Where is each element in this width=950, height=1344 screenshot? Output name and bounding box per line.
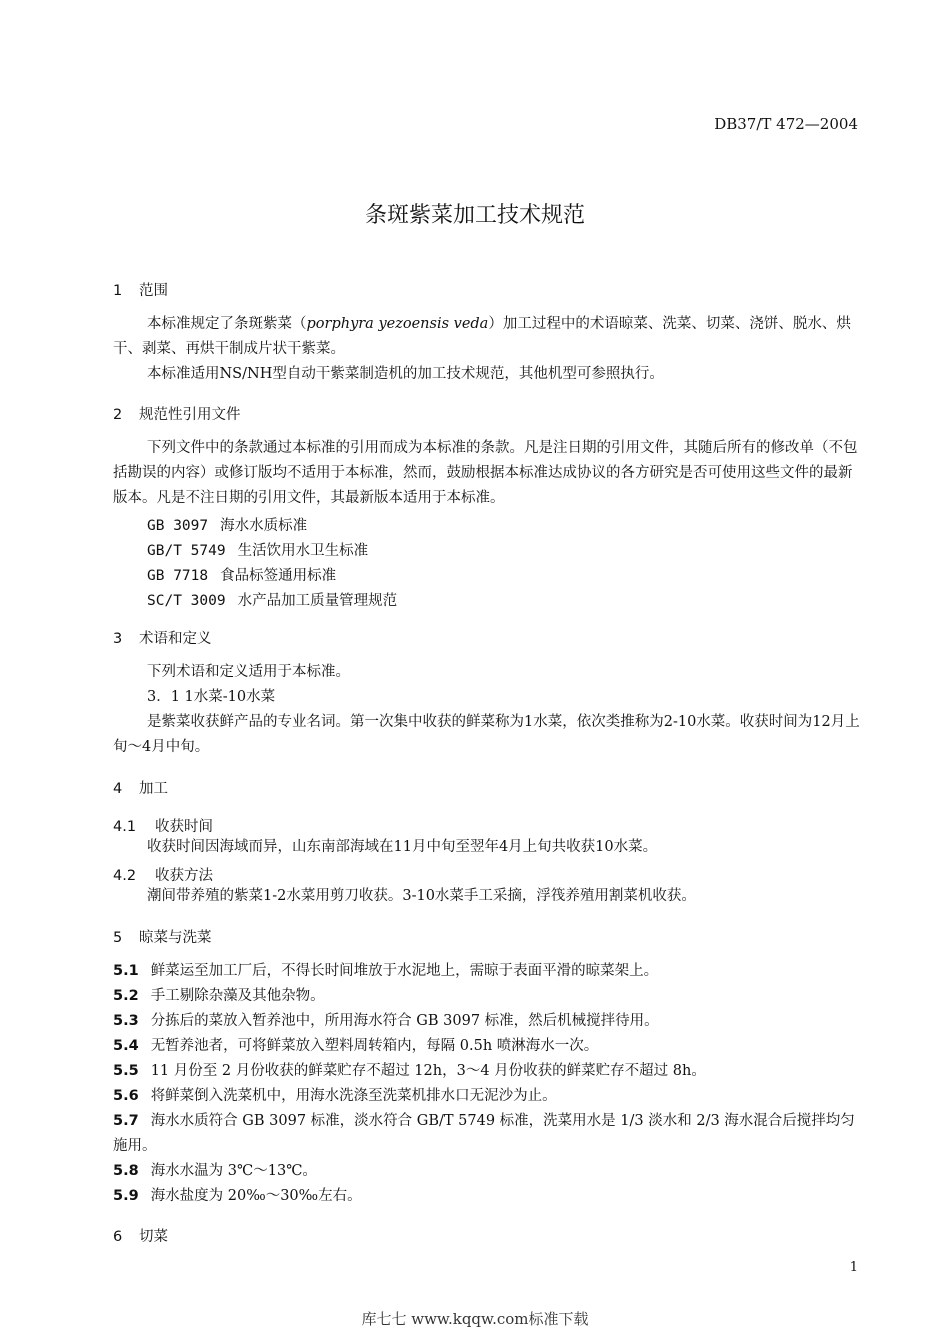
section-number: 4.1	[113, 819, 137, 835]
item-text: 手工剔除杂藻及其他杂物。	[150, 988, 325, 1004]
item-text: 海水水温为 3℃～13℃。	[150, 1163, 317, 1179]
section-3-paragraph-1: 下列术语和定义适用于本标准。	[147, 664, 350, 680]
reference-code: GB/T 5749	[147, 543, 226, 559]
list-item	[113, 1034, 861, 1059]
reference-item	[147, 589, 397, 610]
item-number: 5.7	[113, 1113, 139, 1129]
reference-code: GB 7718	[147, 568, 209, 584]
list-item	[113, 1109, 861, 1159]
footer-watermark: 库七七 www.kqqw.com标准下载	[361, 1310, 589, 1328]
section-2-heading	[113, 403, 241, 424]
reference-item	[147, 539, 368, 560]
reference-code: GB 3097	[147, 518, 209, 534]
section-title: 切菜	[139, 1229, 168, 1245]
list-item	[113, 1059, 861, 1084]
reference-title: 生活饮用水卫生标准	[237, 543, 369, 559]
section-title: 加工	[139, 781, 168, 797]
list-item	[113, 1184, 861, 1209]
item-number: 5.3	[113, 1013, 139, 1029]
item-number: 5.9	[113, 1188, 139, 1204]
section-2-paragraph-1: 下列文件中的条款通过本标准的引用而成为本标准的条款。凡是注日期的引用文件，其随后所有的修改单（不包括勘误的内容）或修订版均不适用于本标准，然而，鼓励根据本标准达成协议的各方研究是否可使用这些文件的最新版本。凡是不注日期的引用文件，其最新版本适用于本标准。	[113, 440, 858, 506]
item-number: 5.4	[113, 1038, 139, 1054]
text-run: ）加工过程中的术语晾菜、洗菜、切菜、浇饼、脱水、烘干、剥菜、再烘干制成片状干紫菜。	[113, 316, 851, 357]
list-item	[113, 1159, 861, 1184]
item-number: 5.5	[113, 1063, 139, 1079]
section-number: 2	[113, 407, 123, 423]
text-run: 本标准规定了条斑紫菜（	[147, 316, 307, 332]
section-6-heading	[113, 1225, 168, 1246]
page-number: 1	[849, 1260, 858, 1275]
section-3-subheading: 3．1 1水菜-10水菜	[147, 689, 276, 705]
section-3-paragraph-2: 是紫菜收获鲜产品的专业名词。第一次集中收获的鲜菜称为1水菜，依次类推称为2-10水菜。收获时间为12月上旬～4月中旬。	[113, 714, 860, 755]
list-item	[113, 1009, 861, 1034]
reference-title: 水产品加工质量管理规范	[237, 593, 398, 609]
section-4-1-text: 收获时间因海域而异，山东南部海域在11月中旬至翌年4月上旬共收获10水菜。	[147, 839, 658, 855]
list-item	[113, 959, 861, 984]
item-number: 5.1	[113, 963, 139, 979]
item-number: 5.6	[113, 1088, 139, 1104]
reference-item	[147, 564, 336, 585]
reference-code: SC/T 3009	[147, 593, 226, 609]
section-4-2-text: 潮间带养殖的紫菜1-2水菜用剪刀收获。3-10水菜手工采摘，浮筏养殖用割菜机收获。	[147, 888, 696, 904]
item-text: 海水盐度为 20‰～30‰左右。	[150, 1188, 362, 1204]
section-title: 规范性引用文件	[139, 407, 241, 423]
item-text: 鲜菜运至加工厂后，不得长时间堆放于水泥地上，需晾于表面平滑的晾菜架上。	[150, 963, 659, 979]
section-4-1-heading	[113, 815, 213, 836]
section-title: 术语和定义	[139, 631, 212, 647]
section-1-paragraph-1	[113, 312, 861, 362]
section-title: 收获方法	[155, 868, 213, 884]
reference-item	[147, 514, 307, 535]
section-4-heading	[113, 777, 168, 798]
item-text: 将鲜菜倒入洗菜机中，用海水洗涤至洗菜机排水口无泥沙为止。	[150, 1088, 557, 1104]
document-code: DB37/T 472—2004	[714, 115, 858, 133]
section-1-heading	[113, 279, 168, 300]
reference-title: 食品标签通用标准	[220, 568, 337, 584]
section-number: 4	[113, 781, 123, 797]
section-number: 3	[113, 631, 123, 647]
section-number: 5	[113, 930, 123, 946]
section-4-2-heading	[113, 864, 213, 885]
latin-name: porphyra yezoensis veda	[306, 316, 489, 332]
section-title: 范围	[139, 283, 168, 299]
section-3-heading	[113, 627, 212, 648]
section-number: 4.2	[113, 868, 137, 884]
list-item	[113, 1084, 861, 1109]
item-number: 5.8	[113, 1163, 139, 1179]
section-number: 6	[113, 1229, 123, 1245]
item-number: 5.2	[113, 988, 139, 1004]
reference-title: 海水水质标准	[220, 518, 308, 534]
list-item	[113, 984, 861, 1009]
section-number: 1	[113, 283, 123, 299]
item-text: 海水水质符合 GB 3097 标准，淡水符合 GB/T 5749 标准，洗菜用水是 1/3 淡水和 2/3 海水混合后搅拌均匀施用。	[113, 1113, 855, 1154]
document-title: 条斑紫菜加工技术规范	[364, 203, 585, 228]
section-title: 晾菜与洗菜	[139, 930, 212, 946]
item-text: 无暂养池者，可将鲜菜放入塑料周转箱内，每隔 0.5h 喷淋海水一次。	[150, 1038, 599, 1054]
item-text: 11 月份至 2 月份收获的鲜菜贮存不超过 12h，3～4 月份收获的鲜菜贮存不超过 8h。	[150, 1063, 706, 1079]
section-title: 收获时间	[155, 819, 213, 835]
item-text: 分拣后的菜放入暂养池中，所用海水符合 GB 3097 标准，然后机械搅拌待用。	[150, 1013, 659, 1029]
section-5-heading	[113, 926, 212, 947]
section-1-paragraph-2: 本标准适用NS/NH型自动干紫菜制造机的加工技术规范，其他机型可参照执行。	[147, 366, 664, 382]
